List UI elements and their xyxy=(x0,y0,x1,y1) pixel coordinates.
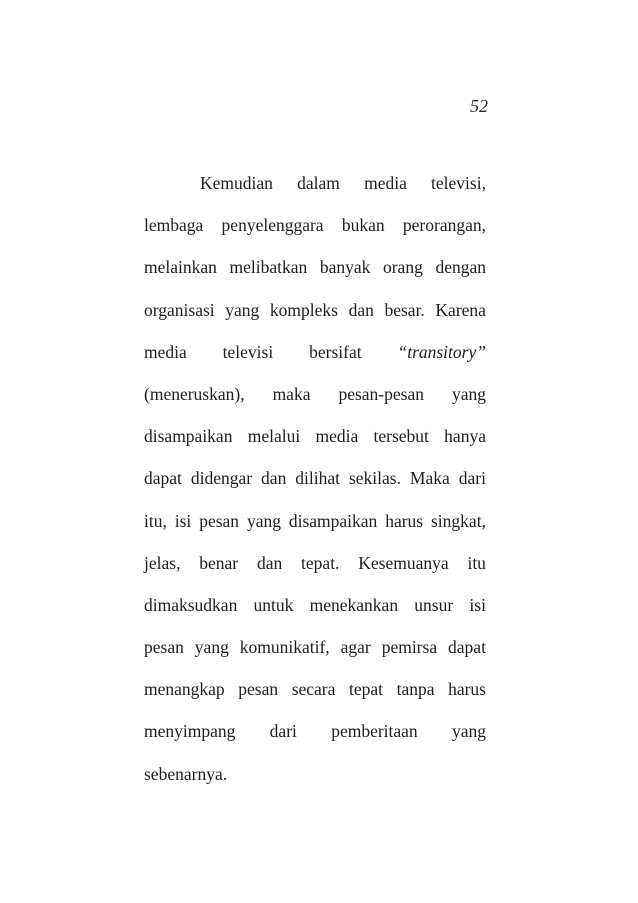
word: pemirsa xyxy=(381,637,438,658)
word: maka xyxy=(272,383,311,404)
text-line xyxy=(144,162,486,204)
word: harus xyxy=(448,679,486,700)
word: yang xyxy=(194,637,229,658)
word: dan xyxy=(348,299,374,320)
word: Kemudian xyxy=(200,173,273,193)
word: dan xyxy=(256,552,283,573)
word: (meneruskan), xyxy=(144,383,245,404)
word: tersebut xyxy=(373,426,429,447)
word: disampaikan xyxy=(288,510,378,531)
word: hanya xyxy=(444,426,486,447)
word: sebenarnya. xyxy=(144,763,228,784)
word: menangkap xyxy=(144,679,225,700)
word: yang xyxy=(246,510,281,531)
text-line xyxy=(144,626,486,668)
word: pesan xyxy=(144,637,184,658)
word: dapat xyxy=(144,468,182,489)
text-line xyxy=(144,289,486,331)
text-line xyxy=(144,542,486,584)
word: dilihat xyxy=(295,468,340,489)
word: benar xyxy=(199,552,239,573)
word: perorangan, xyxy=(402,215,486,236)
word: media xyxy=(315,426,359,447)
word: itu xyxy=(467,552,486,573)
text-line xyxy=(144,204,486,246)
text-line xyxy=(144,415,486,457)
word: didengar xyxy=(190,468,253,489)
text-line xyxy=(144,753,486,795)
text-line xyxy=(144,500,486,542)
word: bukan xyxy=(341,215,385,236)
word: yang xyxy=(451,383,486,404)
word: tepat. xyxy=(301,552,340,573)
word: untuk xyxy=(253,594,294,615)
text-line xyxy=(144,457,486,499)
word: pesan-pesan xyxy=(338,383,424,404)
word: kompleks xyxy=(269,299,338,320)
word: dalam xyxy=(297,173,340,193)
word: pemberitaan xyxy=(331,721,418,742)
text-line xyxy=(144,373,486,415)
word: Kesemuanya xyxy=(358,552,449,573)
word: melalui xyxy=(247,426,301,447)
word: penyelenggara xyxy=(221,215,324,236)
word: pesan xyxy=(238,679,279,700)
word: yang xyxy=(225,299,260,320)
word: itu, xyxy=(144,510,167,531)
word: melainkan xyxy=(144,257,217,278)
word: tepat xyxy=(348,679,383,700)
word: harus xyxy=(385,510,424,531)
word: dan xyxy=(261,468,287,489)
word: dari xyxy=(458,468,486,489)
word: televisi xyxy=(222,341,274,362)
text-line xyxy=(144,246,486,288)
word: Karena xyxy=(435,299,486,320)
word: singkat, xyxy=(431,510,486,531)
word: televisi, xyxy=(431,173,486,193)
text-line xyxy=(144,331,486,373)
word: menekankan xyxy=(309,594,399,615)
word: agar xyxy=(340,637,371,658)
word: isi xyxy=(174,510,192,531)
word: tanpa xyxy=(396,679,435,700)
word: Maka xyxy=(409,468,450,489)
italic-word: “transitory” xyxy=(397,341,486,362)
word: lembaga xyxy=(144,215,204,236)
word: komunikatif, xyxy=(239,637,330,658)
word: besar. xyxy=(384,299,425,320)
word: melibatkan xyxy=(229,257,308,278)
word: orang xyxy=(382,257,423,278)
word: unsur xyxy=(414,594,454,615)
text-line xyxy=(144,668,486,710)
word: jelas, xyxy=(144,552,181,573)
text-line xyxy=(144,584,486,626)
page-number: 52 xyxy=(470,96,488,116)
word: sekilas. xyxy=(348,468,401,489)
word: isi xyxy=(469,594,486,615)
word: dari xyxy=(269,721,297,742)
word: pesan xyxy=(199,510,240,531)
word: organisasi xyxy=(144,299,215,320)
word: media xyxy=(364,173,407,193)
word: media xyxy=(144,341,187,362)
word: yang xyxy=(451,721,486,742)
word: dimaksudkan xyxy=(144,594,238,615)
paragraph xyxy=(144,162,486,795)
word: bersifat xyxy=(309,341,362,362)
word: dapat xyxy=(448,637,486,658)
text-line xyxy=(144,710,486,752)
word: dengan xyxy=(435,257,486,278)
word: menyimpang xyxy=(144,721,236,742)
word: banyak xyxy=(319,257,371,278)
word: disampaikan xyxy=(144,426,233,447)
word: secara xyxy=(291,679,336,700)
